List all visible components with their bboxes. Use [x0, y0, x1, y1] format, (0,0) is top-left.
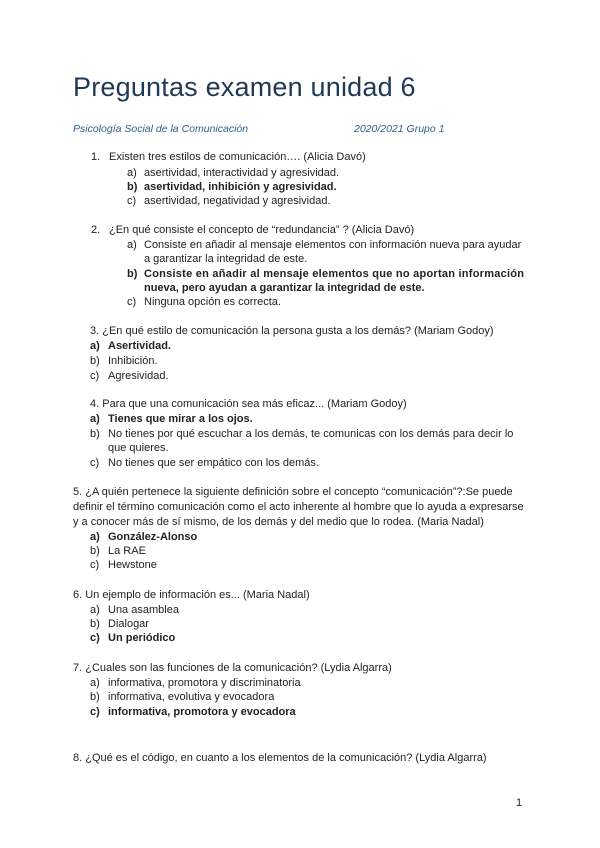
- option-text: No tienes por qué escuchar a los demás, te comunicas con los demás para decir lo: [108, 428, 514, 440]
- option-letter: b): [90, 691, 100, 703]
- option-text-correct: Asertividad.: [108, 340, 171, 352]
- question-text-cont: definir el término comunicación como el acto inherente al hombre que lo ayuda a expresarse: [73, 501, 524, 513]
- option-text: Agresividad.: [108, 370, 169, 382]
- option-text-correct-cont: nueva, pero ayudan a garantizar la integridad de este.: [144, 282, 425, 294]
- option-text: Inhibición.: [108, 355, 158, 367]
- option-text: No tienes que ser empático con los demás.: [108, 457, 319, 469]
- option-text: Ninguna opción es correcta.: [144, 296, 281, 308]
- option-text: Una asamblea: [108, 604, 179, 616]
- option-letter: a): [127, 167, 137, 179]
- question-text: 8. ¿Qué es el código, en cuanto a los elementos de la comunicación? (Lydia Algarra): [73, 752, 487, 764]
- option-text: informativa, evolutiva y evocadora: [108, 691, 275, 703]
- option-letter: c): [127, 296, 137, 308]
- option-text: Dialogar: [108, 618, 149, 630]
- question-text: 5. ¿A quién pertenece la siguiente definición sobre el concepto “comunicación”?:Se puede: [73, 486, 513, 498]
- year-group-label: 2020/2021 Grupo 1: [354, 123, 445, 135]
- option-letter: a): [127, 239, 137, 251]
- option-letter: b): [90, 355, 100, 367]
- option-text-correct: informativa, promotora y evocadora: [108, 706, 296, 718]
- option-text-correct: Un periódico: [108, 632, 176, 644]
- option-text-cont: que quieres.: [108, 442, 169, 454]
- question-number: 1.: [91, 151, 101, 163]
- option-text: La RAE: [108, 545, 146, 557]
- option-text-correct: Tienes que mirar a los ojos.: [108, 413, 253, 425]
- option-letter: b): [127, 268, 138, 280]
- option-letter: a): [90, 413, 100, 425]
- option-text: Consiste en añadir al mensaje elementos con información nueva para ayudar: [144, 239, 522, 251]
- question-text: 7. ¿Cuales son las funciones de la comunicación? (Lydia Algarra): [73, 662, 392, 674]
- option-letter: c): [90, 370, 100, 382]
- question-text: Existen tres estilos de comunicación…. (Alicia Davó): [109, 151, 366, 163]
- option-letter: a): [90, 531, 100, 543]
- option-text-correct: Consiste en añadir al mensaje elementos que no aportan información: [144, 268, 525, 280]
- option-letter: a): [90, 604, 100, 616]
- option-letter: c): [90, 706, 100, 718]
- option-letter: b): [90, 618, 100, 630]
- option-letter: c): [90, 457, 100, 469]
- option-text-correct: González-Alonso: [108, 531, 198, 543]
- page-title: Preguntas examen unidad 6: [73, 72, 416, 102]
- option-letter: c): [90, 559, 100, 571]
- question-text: 6. Un ejemplo de información es... (Maria Nadal): [73, 589, 310, 601]
- option-letter: c): [90, 632, 100, 644]
- question-text: 4. Para que una comunicación sea más eficaz... (Mariam Godoy): [90, 398, 407, 410]
- option-text: informativa, promotora y discriminatoria: [108, 677, 301, 689]
- option-letter: b): [90, 428, 100, 440]
- option-letter: a): [90, 340, 100, 352]
- option-text-cont: a garantizar la integridad de este.: [144, 253, 308, 265]
- option-letter: c): [127, 195, 137, 207]
- option-text: asertividad, interactividad y agresividad.: [144, 167, 340, 179]
- page-number: 1: [516, 797, 523, 809]
- option-letter: a): [90, 677, 100, 689]
- question-text-cont: y a conocer más de sí mismo, de los demás y del medio que lo rodea. (Maria Nadal): [73, 516, 484, 528]
- option-letter: b): [90, 545, 100, 557]
- question-text: 3. ¿En qué estilo de comunicación la persona gusta a los demás? (Mariam Godoy): [90, 325, 494, 337]
- option-text: asertividad, negatividad y agresividad.: [144, 195, 331, 207]
- option-letter: b): [127, 181, 138, 193]
- option-text: Hewstone: [108, 559, 157, 571]
- subject-label: Psicología Social de la Comunicación: [73, 123, 249, 135]
- question-number: 2.: [91, 224, 101, 236]
- question-text: ¿En qué consiste el concepto de “redundancia” ? (Alicia Davó): [109, 224, 415, 236]
- option-text-correct: asertividad, inhibición y agresividad.: [144, 181, 337, 193]
